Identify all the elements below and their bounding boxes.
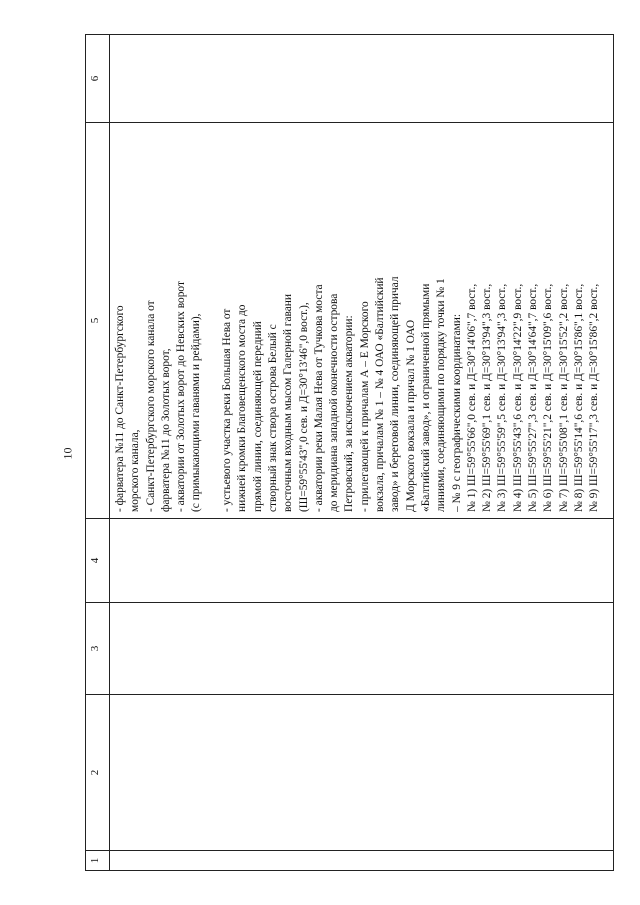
- text-line: восточным входным мысом Галерной гавани: [282, 294, 295, 512]
- coordinate-line: № 1) Ш=59°55'66",0 сев. и Д=30°14'06",7 вост.,: [465, 283, 478, 512]
- coordinate-line: № 7) Ш=59°55'08",1 сев. и Д=30°15'52",2 вост.,: [557, 283, 570, 512]
- column-header-6: 6: [86, 35, 110, 123]
- column-header-2: 2: [86, 695, 110, 851]
- cell-col-4: [110, 519, 614, 603]
- table-container: [85, 35, 611, 871]
- coordinate-line: № 4) Ш=59°55'43",6 сев. и Д=30°14'22",9 вост.,: [511, 283, 524, 512]
- text-line: фарватера №11 до Золотых ворот,: [159, 348, 172, 512]
- rotated-page: [85, 35, 611, 871]
- text-line: вокзала, причалам № 1 – № 4 ОАО «Балтийский: [374, 277, 387, 512]
- text-line: завод» и береговой линии, соединяющей причал: [389, 276, 402, 512]
- text-line: «Балтийский завод», и ограниченной прямыми: [419, 283, 432, 512]
- table-body-row: [110, 35, 614, 871]
- text-line: прямой линии, соединяющей передний: [251, 321, 264, 512]
- cell-col-6: [110, 35, 614, 123]
- text-line: – № 9 с географическими координатами:: [450, 313, 463, 512]
- text-line: линиями, соединяющими по порядку точки № 1: [435, 278, 448, 512]
- text-line: створный знак створа острова Белый с: [266, 324, 279, 512]
- text-line: нижней кромки Благовещенского моста до: [236, 304, 249, 512]
- column-header-3: 3: [86, 603, 110, 695]
- text-line: - Санкт-Петербургского морского канала от: [144, 300, 157, 512]
- text-line: (с примыкающими гаванями и рейдами),: [190, 313, 203, 512]
- cell-col-5: [110, 123, 614, 519]
- coordinate-line: № 6) Ш=59°55'21",2 сев. и Д=30°15'09",6 вост.,: [542, 283, 555, 512]
- column-header-5: 5: [86, 123, 110, 519]
- text-line: до меридиана западной оконечности острова: [328, 293, 341, 512]
- document-table: [85, 34, 614, 871]
- coordinate-line: № 3) Ш=59°55'59",5 сев. и Д=30°13'94",3 вост.,: [496, 283, 509, 512]
- cell-col-3: [110, 603, 614, 695]
- coordinate-line: № 5) Ш=59°55'27",3 сев. и Д=30°14'64",7 вост.,: [527, 283, 540, 512]
- table-header-row: [86, 35, 110, 871]
- coordinate-line: № 8) Ш=59°55'14",6 сев. и Д=30°15'86",1 вост.,: [572, 283, 585, 512]
- text-line: - фарватера №11 до Санкт-Петербургского: [114, 305, 126, 512]
- text-line: [205, 127, 220, 512]
- coordinate-line: № 2) Ш=59°55'69",1 сев. и Д=30°13'94",3 вост.,: [481, 283, 494, 512]
- text-line: - прилегающей к причалам А – Е Морского: [358, 301, 371, 512]
- page-number: 10: [60, 447, 75, 460]
- text-line: морского канала,: [129, 429, 142, 512]
- cell-col-1: [110, 851, 614, 871]
- text-line: Петровский, за исключением акватории:: [343, 315, 356, 512]
- column-header-1: 1: [86, 851, 110, 871]
- cell-col-2: [110, 695, 614, 851]
- text-line: - акватории реки Малая Нева от Тучкова моста: [312, 284, 325, 512]
- text-line: (Ш=59°55'43",0 сев. и Д=30°13'46",0 вост.),: [297, 302, 310, 512]
- text-line: Д Морского вокзала и причал № 1 ОАО: [404, 319, 417, 512]
- coordinate-line: № 9) Ш=59°55'17",3 сев. и Д=30°15'86",2 вост.,: [588, 283, 601, 512]
- text-line: - устьевого участка реки Большая Нева от: [221, 308, 234, 512]
- text-line: - акватории от Золотых ворот до Невских ворот: [175, 281, 188, 512]
- column-header-4: 4: [86, 519, 110, 603]
